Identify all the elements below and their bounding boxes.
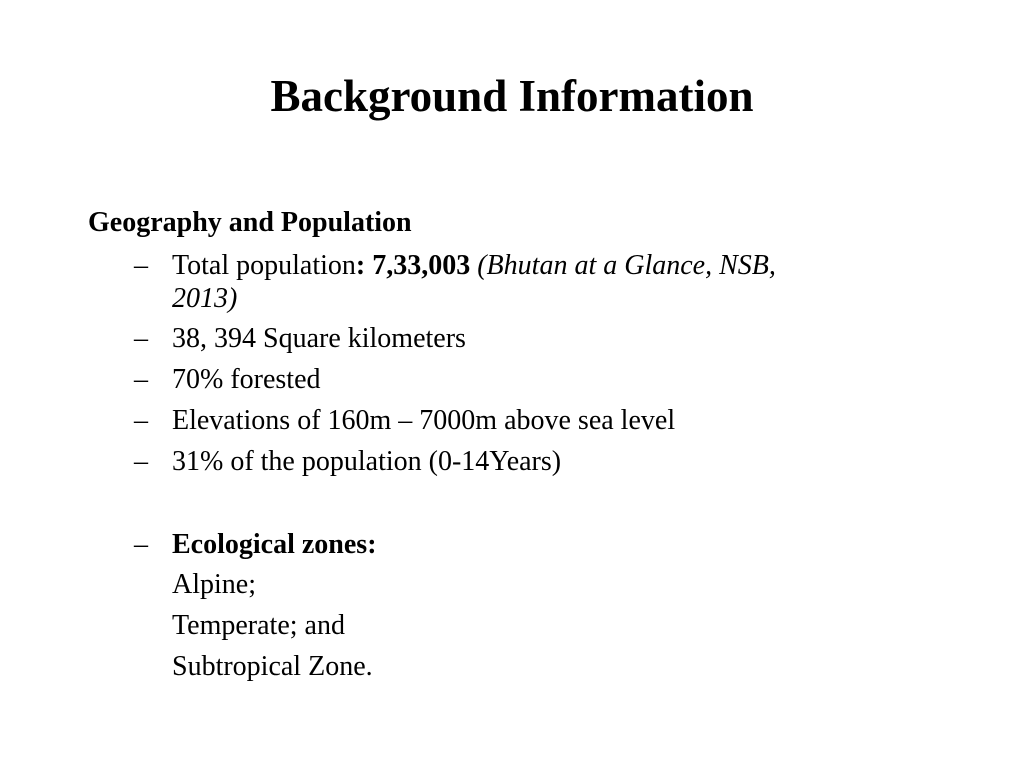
population-value: 7,33,003 xyxy=(372,250,471,281)
bullet-area: 38, 394 Square kilometers xyxy=(172,323,466,354)
zone-temperate: Temperate; and xyxy=(172,610,345,641)
slide-title: Background Information xyxy=(270,71,754,121)
bullet-dash: – xyxy=(134,364,148,395)
zone-subtropical: Subtropical Zone. xyxy=(172,651,373,682)
bullet-forested: 70% forested xyxy=(172,364,321,395)
population-label: Total population xyxy=(172,250,356,281)
population-colon: : xyxy=(355,250,366,281)
bullet-dash: – xyxy=(134,446,148,477)
zone-alpine: Alpine; xyxy=(172,569,256,600)
bullet-dash: – xyxy=(134,323,148,354)
bullet-dash: – xyxy=(134,405,148,436)
bullet-dash: – xyxy=(134,250,148,281)
population-source-continued: 2013) xyxy=(172,283,238,314)
bullet-elevations: Elevations of 160m – 7000m above sea level xyxy=(172,405,676,436)
bullet-dash: – xyxy=(134,529,148,560)
bullet-population xyxy=(172,249,932,282)
section-heading: Geography and Population xyxy=(88,207,412,238)
bullet-youth-population: 31% of the population (0-14Years) xyxy=(172,446,562,477)
population-source: (Bhutan at a Glance, NSB, xyxy=(477,250,776,281)
ecological-zones-heading: Ecological zones: xyxy=(172,529,377,560)
